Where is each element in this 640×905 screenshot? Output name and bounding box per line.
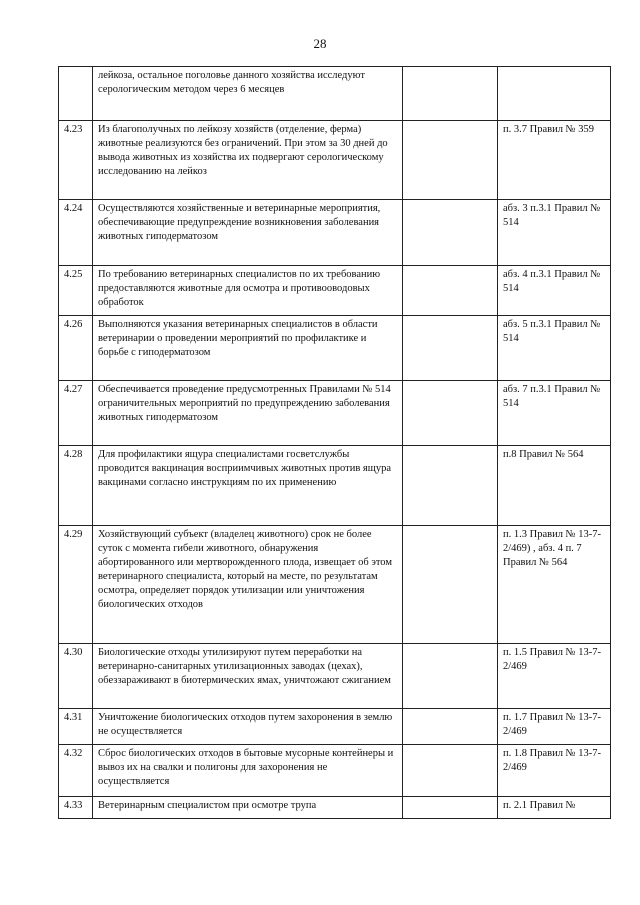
table-row	[59, 745, 611, 797]
table-row	[59, 381, 611, 446]
item-number: 4.24	[59, 200, 93, 266]
item-number	[59, 67, 93, 121]
mark-cell	[403, 797, 498, 819]
mark-cell	[403, 266, 498, 316]
table-row	[59, 526, 611, 644]
item-number: 4.27	[59, 381, 93, 446]
legal-reference: п. 3.7 Правил № 359	[498, 121, 611, 200]
item-number: 4.26	[59, 316, 93, 381]
item-number: 4.31	[59, 709, 93, 745]
mark-cell	[403, 745, 498, 797]
table-row	[59, 316, 611, 381]
mark-cell	[403, 644, 498, 709]
page-number: 28	[313, 36, 327, 51]
mark-cell	[403, 316, 498, 381]
item-number: 4.28	[59, 446, 93, 526]
item-number: 4.32	[59, 745, 93, 797]
legal-reference: абз. 7 п.3.1 Правил № 514	[498, 381, 611, 446]
item-number: 4.33	[59, 797, 93, 819]
table-row	[59, 67, 611, 121]
legal-reference: п. 1.3 Правил № 13-7-2/469) , абз. 4 п. 7 Правил № 564	[498, 526, 611, 644]
requirement-text: Хозяйствующий субъект (владелец животного) срок не более суток с момента гибели животного, обнаружения абортированного или мертворожденного плода, извещает об этом ветеринарного специалиста, который на месте, по результатам осмотра, определяет порядок утилизации или уничтожения биологических отходов	[93, 526, 403, 644]
item-number: 4.25	[59, 266, 93, 316]
mark-cell	[403, 381, 498, 446]
requirement-text: Выполняются указания ветеринарных специалистов в области ветеринарии о проведении мероприятий по профилактике и борьбе с гиподерматозом	[93, 316, 403, 381]
requirement-text: лейкоза, остальное поголовье данного хозяйства исследуют серологическим методом через 6 месяцев	[93, 67, 403, 121]
mark-cell	[403, 67, 498, 121]
mark-cell	[403, 709, 498, 745]
table-row	[59, 644, 611, 709]
legal-reference: п. 2.1 Правил №	[498, 797, 611, 819]
requirement-text: Биологические отходы утилизируют путем переработки на ветеринарно-санитарных утилизационных заводах (цехах), обеззараживают в биотермических ямах, уничтожают сжиганием	[93, 644, 403, 709]
legal-reference: п. 1.7 Правил № 13-7-2/469	[498, 709, 611, 745]
table-row	[59, 200, 611, 266]
table-row	[59, 446, 611, 526]
mark-cell	[403, 200, 498, 266]
mark-cell	[403, 526, 498, 644]
mark-cell	[403, 121, 498, 200]
item-number: 4.30	[59, 644, 93, 709]
legal-reference: абз. 5 п.3.1 Правил № 514	[498, 316, 611, 381]
table-row	[59, 266, 611, 316]
requirement-text: Сброс биологических отходов в бытовые мусорные контейнеры и вывоз их на свалки и полигоны для захоронения не осуществляется	[93, 745, 403, 797]
requirement-text: Уничтожение биологических отходов путем захоронения в землю не осуществляется	[93, 709, 403, 745]
table-row	[59, 121, 611, 200]
legal-reference: п. 1.8 Правил № 13-7-2/469	[498, 745, 611, 797]
requirement-text: Из благополучных по лейкозу хозяйств (отделение, ферма) животные реализуются без ограничений. При этом за 30 дней до вывода животных из хозяйства их подвергают серологическому исследованию на лейкоз	[93, 121, 403, 200]
checklist-table	[58, 66, 611, 819]
legal-reference: абз. 4 п.3.1 Правил № 514	[498, 266, 611, 316]
item-number: 4.29	[59, 526, 93, 644]
table-row	[59, 709, 611, 745]
mark-cell	[403, 446, 498, 526]
legal-reference	[498, 67, 611, 121]
requirement-text: Осуществляются хозяйственные и ветеринарные мероприятия, обеспечивающие предупреждение возникновения заболевания животных гиподерматозом	[93, 200, 403, 266]
requirement-text: Обеспечивается проведение предусмотренных Правилами № 514 ограничительных мероприятий по предупреждению заболевания животных гиподерматозом	[93, 381, 403, 446]
table-row	[59, 797, 611, 819]
requirement-text: Для профилактики ящура специалистами госветслужбы проводится вакцинация восприимчивых животных против ящура вакцинами согласно инструкциям по их применению	[93, 446, 403, 526]
legal-reference: абз. 3 п.3.1 Правил № 514	[498, 200, 611, 266]
legal-reference: п.8 Правил № 564	[498, 446, 611, 526]
legal-reference: п. 1.5 Правил № 13-7-2/469	[498, 644, 611, 709]
item-number: 4.23	[59, 121, 93, 200]
requirement-text: По требованию ветеринарных специалистов по их требованию предоставляются животные для осмотра и противооводовых обработок	[93, 266, 403, 316]
requirement-text: Ветеринарным специалистом при осмотре трупа	[93, 797, 403, 819]
